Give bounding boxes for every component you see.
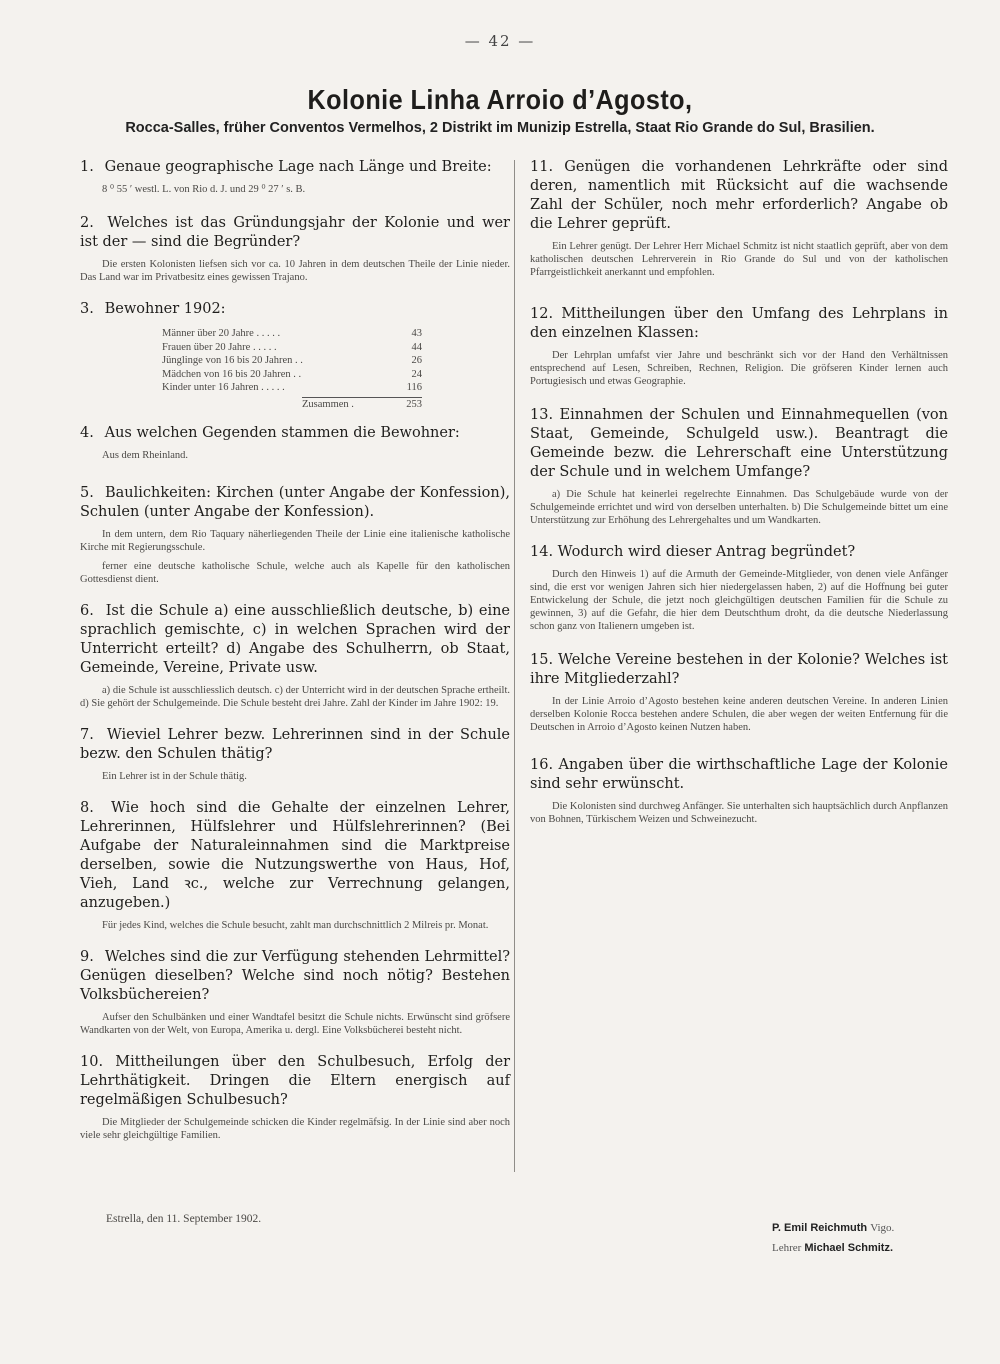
signature-block	[772, 1218, 972, 1258]
inhabitants-total	[302, 397, 422, 410]
question-number: 14.	[530, 544, 554, 560]
inhabitants-total-label: Zusammen .	[302, 398, 354, 410]
question-text	[80, 602, 510, 678]
inhabitants-label: Mädchen von 16 bis 20 Jahren . .	[162, 368, 302, 380]
question-item	[530, 543, 948, 633]
question-number: 7.	[80, 726, 94, 743]
answer-text: Ein Lehrer genügt. Der Lehrer Herr Michael Schmitz ist nicht staatlich geprüft, aber von dem katholischen deutschen Lehrerverein in Rio Grande do Sul und von der katholischen Pfarrgeistlichkeit anerkannt und empfohlen.	[530, 241, 948, 278]
question-item	[80, 948, 510, 1037]
answer-text: Ein Lehrer ist in der Schule thätig.	[102, 770, 247, 782]
question-item	[80, 484, 510, 586]
question-text	[80, 484, 510, 522]
signer-2	[772, 1238, 972, 1258]
question-label: Wieviel Lehrer bezw. Lehrerinnen sind in der Schule bezw. den Schulen thätig?	[80, 726, 511, 762]
question-text	[80, 1053, 510, 1110]
question-item	[80, 158, 510, 196]
question-label: Welches sind die zur Verfügung stehenden Lehrmittel? Genügen dieselben? Welche sind noch nötig? Bestehen Volksbüchereien?	[80, 948, 511, 1003]
question-item	[80, 300, 510, 410]
question-label: Welches ist das Gründungsjahr der Kolonie und wer ist der — sind die Begründer?	[80, 215, 510, 250]
question-item	[80, 1053, 510, 1142]
signer-2-name: Michael Schmitz.	[804, 1242, 894, 1254]
question-label: Mittheilungen über den Umfang des Lehrplans in den einzelnen Klassen:	[530, 306, 948, 341]
signer-1-name: P. Emil Reichmuth	[772, 1222, 868, 1234]
question-text	[530, 543, 948, 562]
inhabitants-total-value: 253	[406, 398, 422, 410]
answer-text: ferner eine deutsche katholische Schule, welche auch als Kapelle für den katholischen Gottesdienst dient.	[80, 560, 510, 585]
question-item	[530, 756, 948, 826]
question-number: 4.	[80, 424, 94, 441]
inhabitants-label: Jünglinge von 16 bis 20 Jahren . .	[162, 355, 303, 366]
question-number: 8.	[80, 799, 94, 816]
answer-text: Durch den Hinweis 1) auf die Armuth der Gemeinde-Mitglieder, von denen viele Anfänger sind, die erst vor wenigen Jahren sich hier niedergelassen haben, 2) auf die Hoffnung bei guter Entwickelung der Schule, die jetzt noch gleichgültigen deutschen Familien für die Schule zu gewinnen, 3) auf die Gefahr, die hier dem Deutschthum droht, da die deutsche Niederlassung schon ganz von Italienern umgeben ist.	[530, 569, 948, 632]
inhabitants-value: 24	[411, 368, 422, 380]
question-text	[80, 799, 510, 913]
question-number: 16.	[530, 757, 554, 773]
answer-text: Die Kolonisten sind durchweg Anfänger. Sie unterhalten sich hauptsächlich durch Anpflanzen von Bohnen, Türkischem Weizen und Schweinezucht.	[530, 801, 948, 825]
question-item	[530, 406, 948, 527]
question-label: Einnahmen der Schulen und Einnahmequellen (von Staat, Gemeinde, Schulgeld usw.). Beantragt die Gemeinde bezw. die Lehrerschaft eine Unterstützung der Schule und in welchem Umfange?	[530, 407, 948, 480]
question-item	[80, 602, 510, 710]
inhabitants-label: Frauen über 20 Jahre . . . . .	[162, 341, 277, 353]
question-number: 1.	[80, 159, 94, 175]
inhabitants-row	[162, 368, 422, 382]
left-column	[80, 158, 510, 1142]
question-text	[530, 406, 948, 482]
document-title: Kolonie Linha Arroio d’Agosto,	[307, 84, 693, 115]
question-item	[80, 424, 510, 462]
question-text	[530, 158, 948, 234]
answer-text: In der Linie Arroio d’Agosto bestehen keine anderen deutschen Vereine. In anderen Linien derselben Kolonie Rocca bestehen andere Schulen, die aber wegen der weiten Entfernung für die Deutschen in Arroio d’Agosto keinen Nutzen haben.	[530, 696, 948, 733]
answer-text: Aufser den Schulbänken und einer Wandtafel besitzt die Schule nichts. Erwünscht sind gröfsere Wandkarten von der Welt, von Europa, Amerika u. dergl. Eine Volksbücherei besteht nicht.	[80, 1011, 510, 1036]
inhabitants-table	[162, 327, 422, 410]
inhabitants-value: 116	[406, 382, 422, 393]
question-label: Genügen die vorhandenen Lehrkräfte oder sind deren, namentlich mit Rücksicht auf die wachsende Zahl der Schüler, noch mehr erforderlich? Angabe ob die Lehrer geprüft.	[530, 159, 949, 232]
footer-date: Estrella, den 11. September 1902.	[106, 1213, 262, 1225]
signer-1-role: Vigo.	[870, 1222, 895, 1234]
question-item	[80, 214, 510, 284]
answer-text: Der Lehrplan umfafst vier Jahre und beschränkt sich vor der Hand den Verhältnissen entsprechend auf Lesen, Schreiben, Rechnen, Religion. Die gröfseren Kinder lernen auch Portugiesisch und etwas Geographie.	[530, 350, 948, 387]
question-text	[530, 305, 948, 343]
question-number: 6.	[80, 602, 94, 619]
question-text	[80, 424, 510, 443]
question-label: Genaue geographische Lage nach Länge und Breite:	[104, 159, 492, 175]
question-label: Angaben über die wirthschaftliche Lage der Kolonie sind sehr erwünscht.	[530, 757, 948, 792]
question-number: 9.	[80, 948, 94, 965]
inhabitants-row	[162, 341, 422, 355]
inhabitants-row	[162, 354, 422, 368]
question-label: Ist die Schule a) eine ausschließlich deutsche, b) eine sprachlich gemischte, c) in welchen Sprachen wird der Unterricht erteilt? d) Angabe des Schulherrn, ob Staat, Gemeinde, Vereine, Private usw.	[80, 602, 510, 676]
inhabitants-row	[162, 327, 422, 341]
question-text	[80, 300, 510, 319]
answer-text: Aus dem Rheinland.	[102, 449, 189, 461]
question-text	[80, 158, 510, 177]
answer-text: Die ersten Kolonisten liefsen sich vor ca. 10 Jahren in dem deutschen Theile der Linie nieder. Das Land war im Privatbesitz eines gewissen Trajano.	[80, 259, 510, 283]
answer-text: a) Die Schule hat keinerlei regelrechte Einnahmen. Das Schulgebäude wurde von der Schulgemeinde errichtet und wird von derselben unterhalten. b) Die Schulgemeinde bittet um eine Unterstützung zur Erhöhung des Lehrergehaltes und um Wandkarten.	[530, 489, 948, 526]
question-text	[80, 726, 510, 764]
right-column	[530, 158, 948, 826]
inhabitants-value: 44	[411, 341, 422, 353]
column-divider	[514, 160, 515, 1172]
question-text	[80, 948, 510, 1005]
question-item	[530, 305, 948, 388]
signer-1	[772, 1218, 972, 1238]
question-number: 5.	[80, 484, 94, 501]
page-number: — 42 —	[464, 32, 536, 50]
question-number: 3.	[80, 301, 94, 317]
question-number: 12.	[530, 306, 554, 322]
question-number: 2.	[80, 215, 94, 231]
inhabitants-value: 43	[411, 328, 422, 339]
question-item	[530, 158, 948, 279]
question-text	[530, 756, 948, 794]
question-number: 10.	[80, 1053, 104, 1070]
question-item	[530, 651, 948, 734]
answer-text: Die Mitglieder der Schulgemeinde schicken die Kinder regelmäfsig. In der Linie sind aber noch viele sehr gleichgültige Familien.	[80, 1116, 510, 1141]
question-label: Wodurch wird dieser Antrag begründet?	[557, 544, 856, 560]
inhabitants-value: 26	[411, 355, 422, 366]
answer-text: 8 ⁰ 55 ′ westl. L. von Rio d. J. und 29 ⁰ 27 ′ s. B.	[102, 184, 306, 195]
question-label: Welche Vereine bestehen in der Kolonie? Welches ist ihre Mitgliederzahl?	[530, 652, 948, 687]
answer-text: Für jedes Kind, welches die Schule besucht, zahlt man durchschnittlich 2 Milreis pr. Monat.	[102, 919, 489, 931]
question-number: 13.	[530, 407, 554, 423]
document-subtitle: Rocca-Salles, früher Conventos Vermelhos, 2 Distrikt im Munizip Estrella, Staat Rio Grande do Sul, Brasilien.	[125, 120, 875, 136]
question-item	[80, 726, 510, 783]
question-label: Mittheilungen über den Schulbesuch, Erfolg der Lehrthätigkeit. Dringen die Eltern energisch auf regelmäßigen Schulbesuch?	[80, 1053, 511, 1108]
question-number: 15.	[530, 652, 554, 668]
question-label: Baulichkeiten: Kirchen (unter Angabe der Konfession), Schulen (unter Angabe der Konfession).	[80, 484, 511, 520]
inhabitants-label: Männer über 20 Jahre . . . . .	[162, 328, 281, 339]
question-number: 11.	[530, 159, 554, 175]
answer-text: In dem untern, dem Rio Taquary näherliegenden Theile der Linie eine italienische katholische Kirche mit Regierungsschule.	[80, 528, 510, 553]
question-text	[80, 214, 510, 252]
question-item	[80, 799, 510, 932]
signer-2-role: Lehrer	[772, 1242, 802, 1254]
question-label: Bewohner 1902:	[104, 301, 226, 317]
question-label: Aus welchen Gegenden stammen die Bewohner:	[104, 424, 460, 441]
question-text	[530, 651, 948, 689]
answer-text: a) die Schule ist ausschliesslich deutsch. c) der Unterricht wird in der deutschen Sprache ertheilt. d) Sie gehört der Schulgemeinde. Die Schule besteht drei Jahre. Zahl der Kinder im Jahre 1902: 19.	[80, 684, 510, 709]
inhabitants-label: Kinder unter 16 Jahren . . . . .	[162, 382, 285, 393]
question-label: Wie hoch sind die Gehalte der einzelnen Lehrer, Lehrerinnen, Hülfslehrer und Hülfslehrerinnen? (Bei Aufgabe der Naturaleinnahmen sind die Marktpreise derselben, sowie die Nutzungswerthe von Haus, Hof, Vieh, Land ꝛc., welche zur Verrechnung gelangen, anzugeben.)	[80, 799, 510, 911]
inhabitants-row	[162, 381, 422, 395]
